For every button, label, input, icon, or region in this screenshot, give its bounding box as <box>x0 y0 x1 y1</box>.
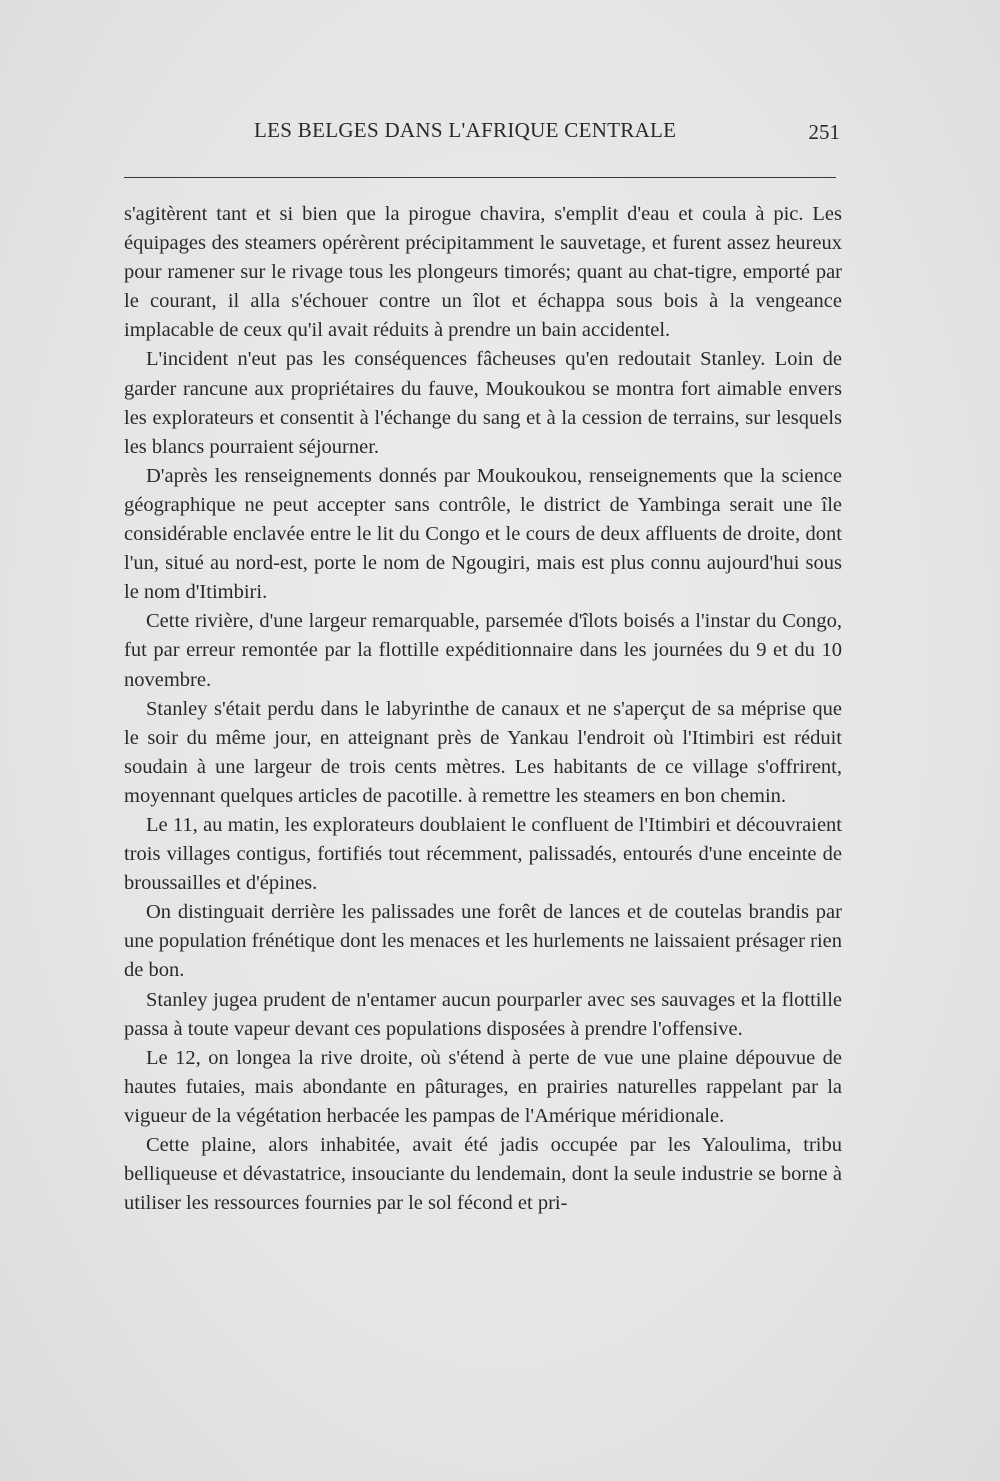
running-title: LES BELGES DANS L'AFRIQUE CENTRALE <box>254 118 677 142</box>
header-rule <box>124 177 836 178</box>
paragraph: Stanley jugea prudent de n'entamer aucun pourparler avec ses sauvages et la flottille passa à toute vapeur devant ces populations disposées à prendre l'offensive. <box>124 988 842 1040</box>
paragraph: Cette rivière, d'une largeur remarquable, parsemée d'îlots boisés a l'instar du Congo, fut par erreur remontée par la flottille expéditionnaire dans les journées du 9 et du 10 novembre. <box>124 610 842 691</box>
paragraph: L'incident n'eut pas les conséquences fâcheuses qu'en redoutait Stanley. Loin de garder rancune aux propriétaires du fauve, Moukoukou se montra fort aimable envers les explorateurs et consentit à l'échange du sang et à la cession de terrains, sur lesquels les blancs pourraient séjourner. <box>124 348 842 458</box>
paragraph: s'agitèrent tant et si bien que la pirogue chavira, s'emplit d'eau et coula à pic. Les équipages des steamers opérèrent précipitamment le sauvetage, et furent assez heureux pour ramener sur le rivage tous les plongeurs timorés; quant au chat-tigre, emporté par le courant, il alla s'échouer contre un îlot et échappa sous bois à la vengeance implacable de ceux qu'il avait réduits à prendre un bain accidentel. <box>124 203 842 342</box>
paragraph: Le 11, au matin, les explorateurs doublaient le confluent de l'Itimbiri et découvraient trois villages contigus, fortifiés tout récemment, palissadés, entourés d'une enceinte de broussailles et d'épines. <box>124 813 842 895</box>
paragraph: D'après les renseignements donnés par Moukoukou, renseignements que la science géographique ne peut accepter sans contrôle, le district de Yambinga serait une île considérable enclavée entre le lit du Congo et le cours de deux affluents de droite, dont l'un, situé au nord-est, porte le nom de Ngougiri, mais est plus connu aujourd'hui sous le nom d'Itimbiri. <box>124 464 842 604</box>
paragraph: Stanley s'était perdu dans le labyrinthe de canaux et ne s'aperçut de sa méprise que le soir du même jour, en atteignant près de Yankau l'endroit où l'Itimbiri est réduit soudain à une largeur de trois cents mètres. Les habitants de ce village s'offrirent, moyennant quelques articles de pacotille. à remettre les steamers en bon chemin. <box>124 697 842 807</box>
body-text <box>124 200 842 1218</box>
paragraph: Cette plaine, alors inhabitée, avait été jadis occupée par les Yaloulima, tribu belliqueuse et dévastatrice, insouciante du lendemain, dont la seule industrie se borne à utiliser les ressources fournies par le sol fécond et pri- <box>124 1134 842 1215</box>
page-number: 251 <box>808 120 840 144</box>
paragraph: On distinguait derrière les palissades une forêt de lances et de coutelas brandis par une population frénétique dont les menaces et les hurlements ne laissaient présager rien de bon. <box>124 901 842 982</box>
paragraph: Le 12, on longea la rive droite, où s'étend à perte de vue une plaine dépouvue de hautes futaies, mais abondante en pâturages, en prairies naturelles rappelant par la vigueur de la végétation herbacée les pampas de l'Amérique méridionale. <box>124 1046 842 1127</box>
page-header <box>120 114 840 154</box>
